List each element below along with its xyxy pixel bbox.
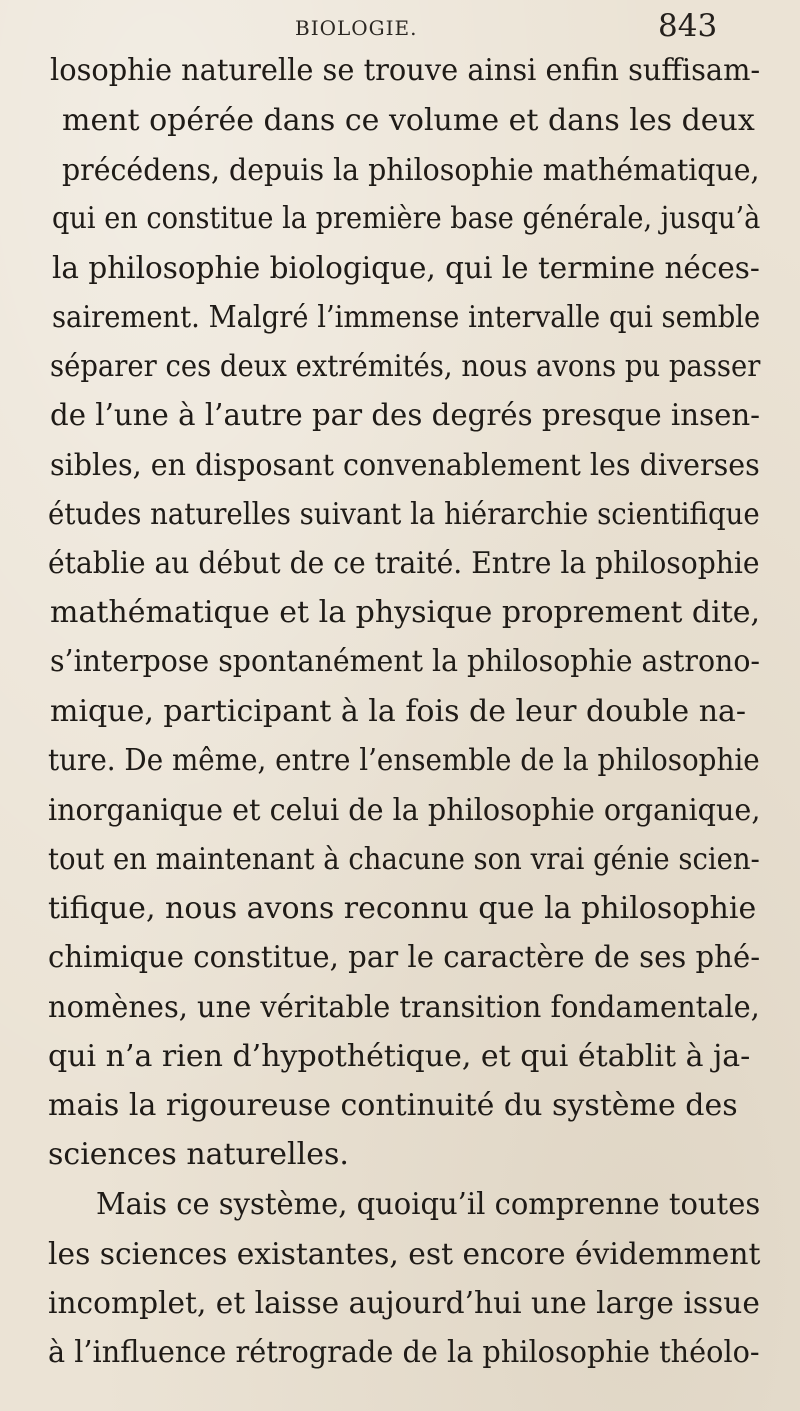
text-line: nomènes, une véritable transition fondamentale, xyxy=(48,990,760,1025)
text-line: la philosophie biologique, qui le termine néces- xyxy=(52,251,760,286)
text-line: tifique, nous avons reconnu que la philosophie xyxy=(48,891,757,926)
text-line: mais la rigoureuse continuité du système des xyxy=(48,1088,738,1123)
text-line: mathématique et la physique proprement dite, xyxy=(50,595,761,630)
running-head: BIOLOGIE. xyxy=(295,16,418,40)
text-line: de l’une à l’autre par des degrés presque insen- xyxy=(50,398,761,433)
text-line: chimique constitue, par le caractère de ses phé- xyxy=(48,940,761,975)
text-line: losophie naturelle se trouve ainsi enfin suffisam- xyxy=(50,53,761,88)
text-line: sibles, en disposant convenablement les diverses xyxy=(50,448,760,483)
text-line: à l’influence rétrograde de la philosophie théolo- xyxy=(48,1335,760,1370)
text-line: les sciences existantes, est encore évidemment xyxy=(48,1237,761,1272)
text-line: mique, participant à la fois de leur double na- xyxy=(50,694,747,729)
text-line: sciences naturelles. xyxy=(48,1137,349,1172)
text-line: ment opérée dans ce volume et dans les deux xyxy=(62,103,755,138)
page-header xyxy=(0,6,800,42)
page-number: 843 xyxy=(658,8,718,44)
text-line: tout en maintenant à chacune son vrai génie scien- xyxy=(48,842,760,877)
text-line: incomplet, et laisse aujourd’hui une large issue xyxy=(48,1286,760,1321)
text-line: ture. De même, entre l’ensemble de la philosophie xyxy=(48,743,760,778)
text-line: précédens, depuis la philosophie mathématique, xyxy=(62,153,760,188)
text-line: qui n’a rien d’hypothétique, et qui établit à ja- xyxy=(48,1039,751,1074)
text-line: inorganique et celui de la philosophie organique, xyxy=(48,793,761,828)
text-line: s’interpose spontanément la philosophie astrono- xyxy=(50,644,760,679)
text-line: séparer ces deux extrémités, nous avons pu passer xyxy=(50,349,761,384)
text-line: Mais ce système, quoiqu’il comprenne toutes xyxy=(96,1187,761,1222)
text-line: études naturelles suivant la hiérarchie scientifique xyxy=(48,497,760,532)
text-line: sairement. Malgré l’immense intervalle qui semble xyxy=(52,300,761,335)
text-line: qui en constitue la première base générale, jusqu’à xyxy=(52,201,761,236)
text-line: établie au début de ce traité. Entre la philosophie xyxy=(48,546,760,581)
